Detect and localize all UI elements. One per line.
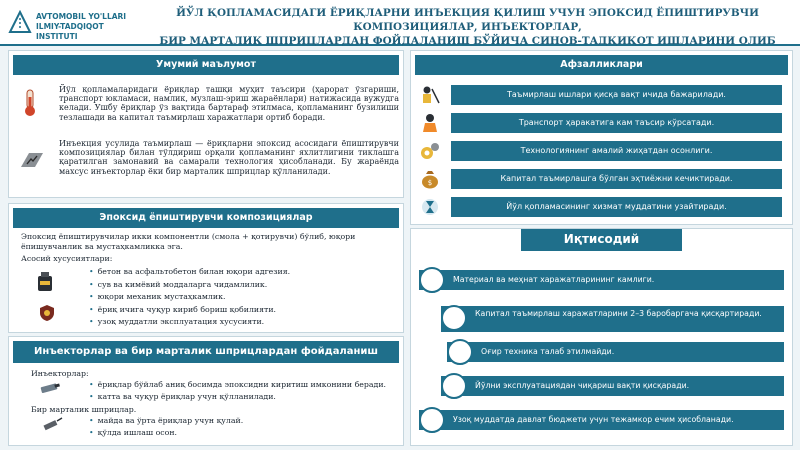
list-item: • сув ва кимёвий моддаларга чидамлилик. — [89, 279, 290, 292]
road-crack-icon — [19, 149, 45, 171]
list-item: • катта ва чуқур ёриқлар учун қўлланилади. — [89, 391, 386, 403]
injectors-title: Инъекторлар ва бир марталик шприцлардан фойдаланиш — [13, 341, 399, 363]
shield-icon — [39, 304, 55, 322]
injectors-label: Инъекторлар: — [31, 369, 89, 378]
advantage-text: Капитал таъмирлашга бўлган эҳтиёжни кечиктиради. — [451, 169, 782, 189]
economic-text: Оғир техника талаб этилмайди. — [447, 342, 784, 362]
composition-panel — [8, 203, 404, 333]
syringes-list — [89, 415, 243, 439]
economic-text: Йўлни эксплуатациядан чиқариш вақти қисқаради. — [441, 376, 784, 396]
title-line1: ЙЎЛ ҚОПЛАМАСИДАГИ ЁРИҚЛАРНИ ИНЪЕКЦИЯ ҚИЛИШ УЧУН ЭПОКСИД ЁПИШТИРУВЧИ КОМПОЗИЦИЯЛАР, ИНЪЕКТОРЛАР, — [176, 7, 759, 33]
list-item: • ёриқлар бўйлаб аниқ босимда эпоксидни киритиш имконини беради. — [89, 379, 386, 391]
list-item: • юқори механик мустаҳкамлик. — [89, 291, 290, 304]
hourglass-icon — [419, 197, 441, 217]
road-logo-icon — [8, 10, 32, 34]
list-item: • ёриқ ичига чуқур кириб бориш қобилияти. — [89, 304, 290, 317]
list-item: • бетон ва асфальтобетон билан юқори адгезия. — [89, 266, 290, 279]
thermometer-icon — [19, 89, 41, 117]
economic-text: Капитал таъмирлаш харажатларини 2–3 баробаргача қисқартиради. — [441, 306, 784, 332]
title-line2: БИР МАРТАЛИК ШПРИЦЛАРДАН ФОЙДАЛАНИШ БЎЙИЧА СИНОВ-ТАДҚИҚОТ ИШЛАРИНИ ОЛИБ — [159, 35, 776, 47]
money-bag-icon — [419, 169, 441, 189]
economic-title-bar — [521, 229, 682, 251]
warning-icon — [441, 373, 467, 399]
injectors-panel — [8, 336, 404, 446]
advantages-panel — [410, 50, 793, 225]
advantage-text: Транспорт ҳаракатига кам таъсир кўрсатади. — [451, 113, 782, 133]
general-paragraph-block-2 — [19, 139, 399, 195]
composition-intro: Эпоксид ёпиштирувчилар икки компонентли (смола + қотирувчи) бўлиб, юқори ёпишувчанлик ва мустаҳкамликка эга. — [21, 232, 356, 251]
list-item: • қўлда ишлаш осон. — [89, 427, 243, 439]
economic-title: Иқтисодий — [563, 232, 640, 246]
cash-icon — [419, 407, 445, 433]
advantages-title: Афзалликлари — [415, 55, 788, 75]
composition-subtitle: Асосий хусусиятлари: — [21, 254, 113, 263]
general-paragraph-1: Йўл қопламаларидаги ёриқлар ташқи муҳит таъсири (ҳарорат ўзгариши, транспорт юкламаси, намлик, музлаш-эриш жараёнлари) натижасида вужудга келади. Ушбу ёриқлар ўз вақтида бартараф этилмаса, қопламанинг бузилиши тезлашади ва капитал таъмирлаш харажатлари ортиб боради. — [59, 85, 399, 122]
svg-text:$: $ — [427, 179, 433, 187]
injector-icon — [39, 381, 61, 395]
economic-text: Узоқ муддатда давлат бюджети учун тежамкор ечим ҳисобланади. — [419, 410, 784, 430]
truck-icon — [447, 339, 473, 365]
gears-icon — [419, 141, 441, 161]
economic-panel — [410, 228, 793, 446]
list-item — [417, 111, 786, 135]
logo-line1: AVTOMOBIL YO'LLARI — [36, 12, 127, 21]
syringes-label: Бир марталик шприцлар. — [31, 405, 137, 414]
composition-title: Эпоксид ёпиштирувчи композициялар — [13, 208, 399, 228]
general-info-panel — [8, 50, 404, 198]
general-info-title: Умумий маълумот — [13, 55, 399, 75]
header — [0, 0, 800, 46]
composition-list — [89, 266, 290, 329]
economic-text: Материал ва меҳнат харажатларининг камлиги. — [419, 270, 784, 290]
logo-line2: ILMIY-TADQIQOT INSTITUTI — [36, 22, 104, 41]
injectors-list — [89, 379, 386, 403]
chart-bars-icon — [441, 305, 467, 331]
list-item — [447, 339, 784, 365]
list-item — [417, 83, 786, 107]
syringe-icon — [41, 417, 63, 433]
list-item: • узоқ муддатли эксплуатация хусусияти. — [89, 316, 290, 329]
list-item — [419, 407, 784, 433]
advantage-text: Таъмирлаш ишлари қисқа вақт ичида бажарилади. — [451, 85, 782, 105]
epoxy-can-icon — [35, 271, 55, 293]
institute-logo — [8, 8, 138, 41]
list-item — [417, 167, 786, 191]
list-item — [441, 373, 784, 399]
advantage-text: Технологиянинг амалий жиҳатдан осонлиги. — [451, 141, 782, 161]
general-paragraph-block-1 — [19, 85, 399, 143]
list-item: • майда ва ўрта ёриқлар учун қулай. — [89, 415, 243, 427]
list-item — [419, 267, 784, 293]
advantage-text: Йўл қопламасининг хизмат муддатини узайтиради. — [451, 197, 782, 217]
worker-icon — [419, 267, 445, 293]
list-item — [417, 195, 786, 219]
general-paragraph-2: Инъекция усулида таъмирлаш — ёриқларни эпоксид асосидаги ёпиштирувчи композициялар билан тўлдириш орқали қопламанинг яхлитлигини тиклашга қаратилган замонавий ва самарали технология ҳисобланади. Бу жараёнда махсус инъекторлар ёки бир марталик шприцлар қўлланилади. — [59, 139, 399, 176]
list-item — [441, 303, 784, 333]
list-item — [417, 139, 786, 163]
road-worker-icon — [419, 113, 441, 133]
worker-icon — [419, 85, 441, 105]
